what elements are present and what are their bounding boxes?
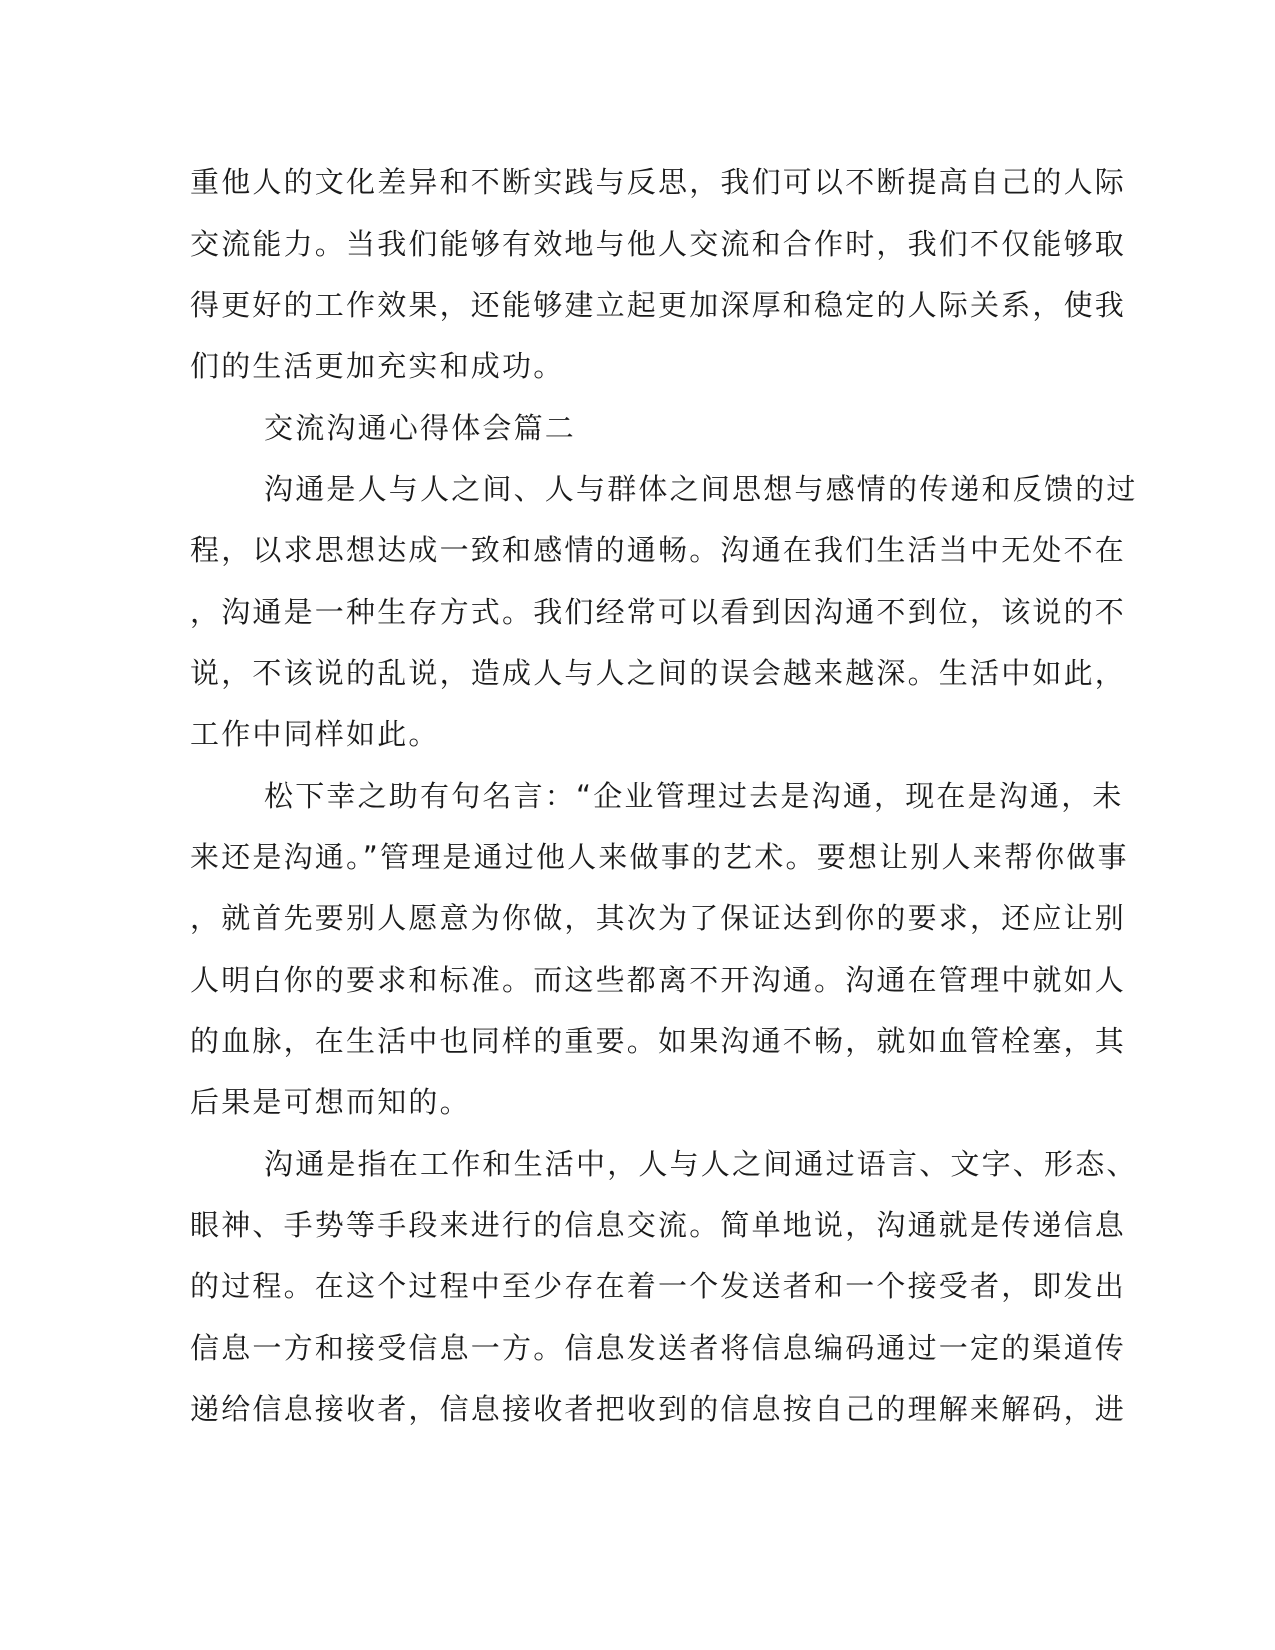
text-line: 来还是沟通。”管理是通过他人来做事的艺术。要想让别人来帮你做事 bbox=[190, 840, 1129, 874]
text-line: 重他人的文化差异和不断实践与反思，我们可以不断提高自己的人际 bbox=[190, 165, 1127, 199]
text-line: 信息一方和接受信息一方。信息发送者将信息编码通过一定的渠道传 bbox=[190, 1331, 1127, 1365]
text-line: 程，以求思想达成一致和感情的通畅。沟通在我们生活当中无处不在 bbox=[190, 533, 1127, 567]
text-line: 说，不该说的乱说，造成人与人之间的误会越来越深。生活中如此， bbox=[190, 656, 1127, 690]
section-heading: 交流沟通心得体会篇二 bbox=[264, 411, 577, 445]
text-line: ，就首先要别人愿意为你做，其次为了保证达到你的要求，还应让别 bbox=[190, 901, 1127, 935]
text-line: 沟通是人与人之间、人与群体之间思想与感情的传递和反馈的过 bbox=[264, 472, 1138, 506]
text-line: 工作中同样如此。 bbox=[190, 717, 440, 751]
text-line: 松下幸之助有句名言：“企业管理过去是沟通，现在是沟通，未 bbox=[264, 779, 1124, 813]
text-line: 们的生活更加充实和成功。 bbox=[190, 349, 565, 383]
text-line: 沟通是指在工作和生活中，人与人之间通过语言、文字、形态、 bbox=[264, 1147, 1138, 1181]
text-line: 的血脉，在生活中也同样的重要。如果沟通不畅，就如血管栓塞，其 bbox=[190, 1024, 1127, 1058]
text-line: 的过程。在这个过程中至少存在着一个发送者和一个接受者，即发出 bbox=[190, 1269, 1127, 1303]
text-line: 递给信息接收者，信息接收者把收到的信息按自己的理解来解码，进 bbox=[190, 1392, 1127, 1426]
text-line: 人明白你的要求和标准。而这些都离不开沟通。沟通在管理中就如人 bbox=[190, 963, 1127, 997]
text-line: ，沟通是一种生存方式。我们经常可以看到因沟通不到位，该说的不 bbox=[190, 595, 1127, 629]
text-line: 得更好的工作效果，还能够建立起更加深厚和稳定的人际关系，使我 bbox=[190, 288, 1127, 322]
text-line: 眼神、手势等手段来进行的信息交流。简单地说，沟通就是传递信息 bbox=[190, 1208, 1127, 1242]
text-line: 交流能力。当我们能够有效地与他人交流和合作时，我们不仅能够取 bbox=[190, 227, 1127, 261]
text-line: 后果是可想而知的。 bbox=[190, 1085, 471, 1119]
